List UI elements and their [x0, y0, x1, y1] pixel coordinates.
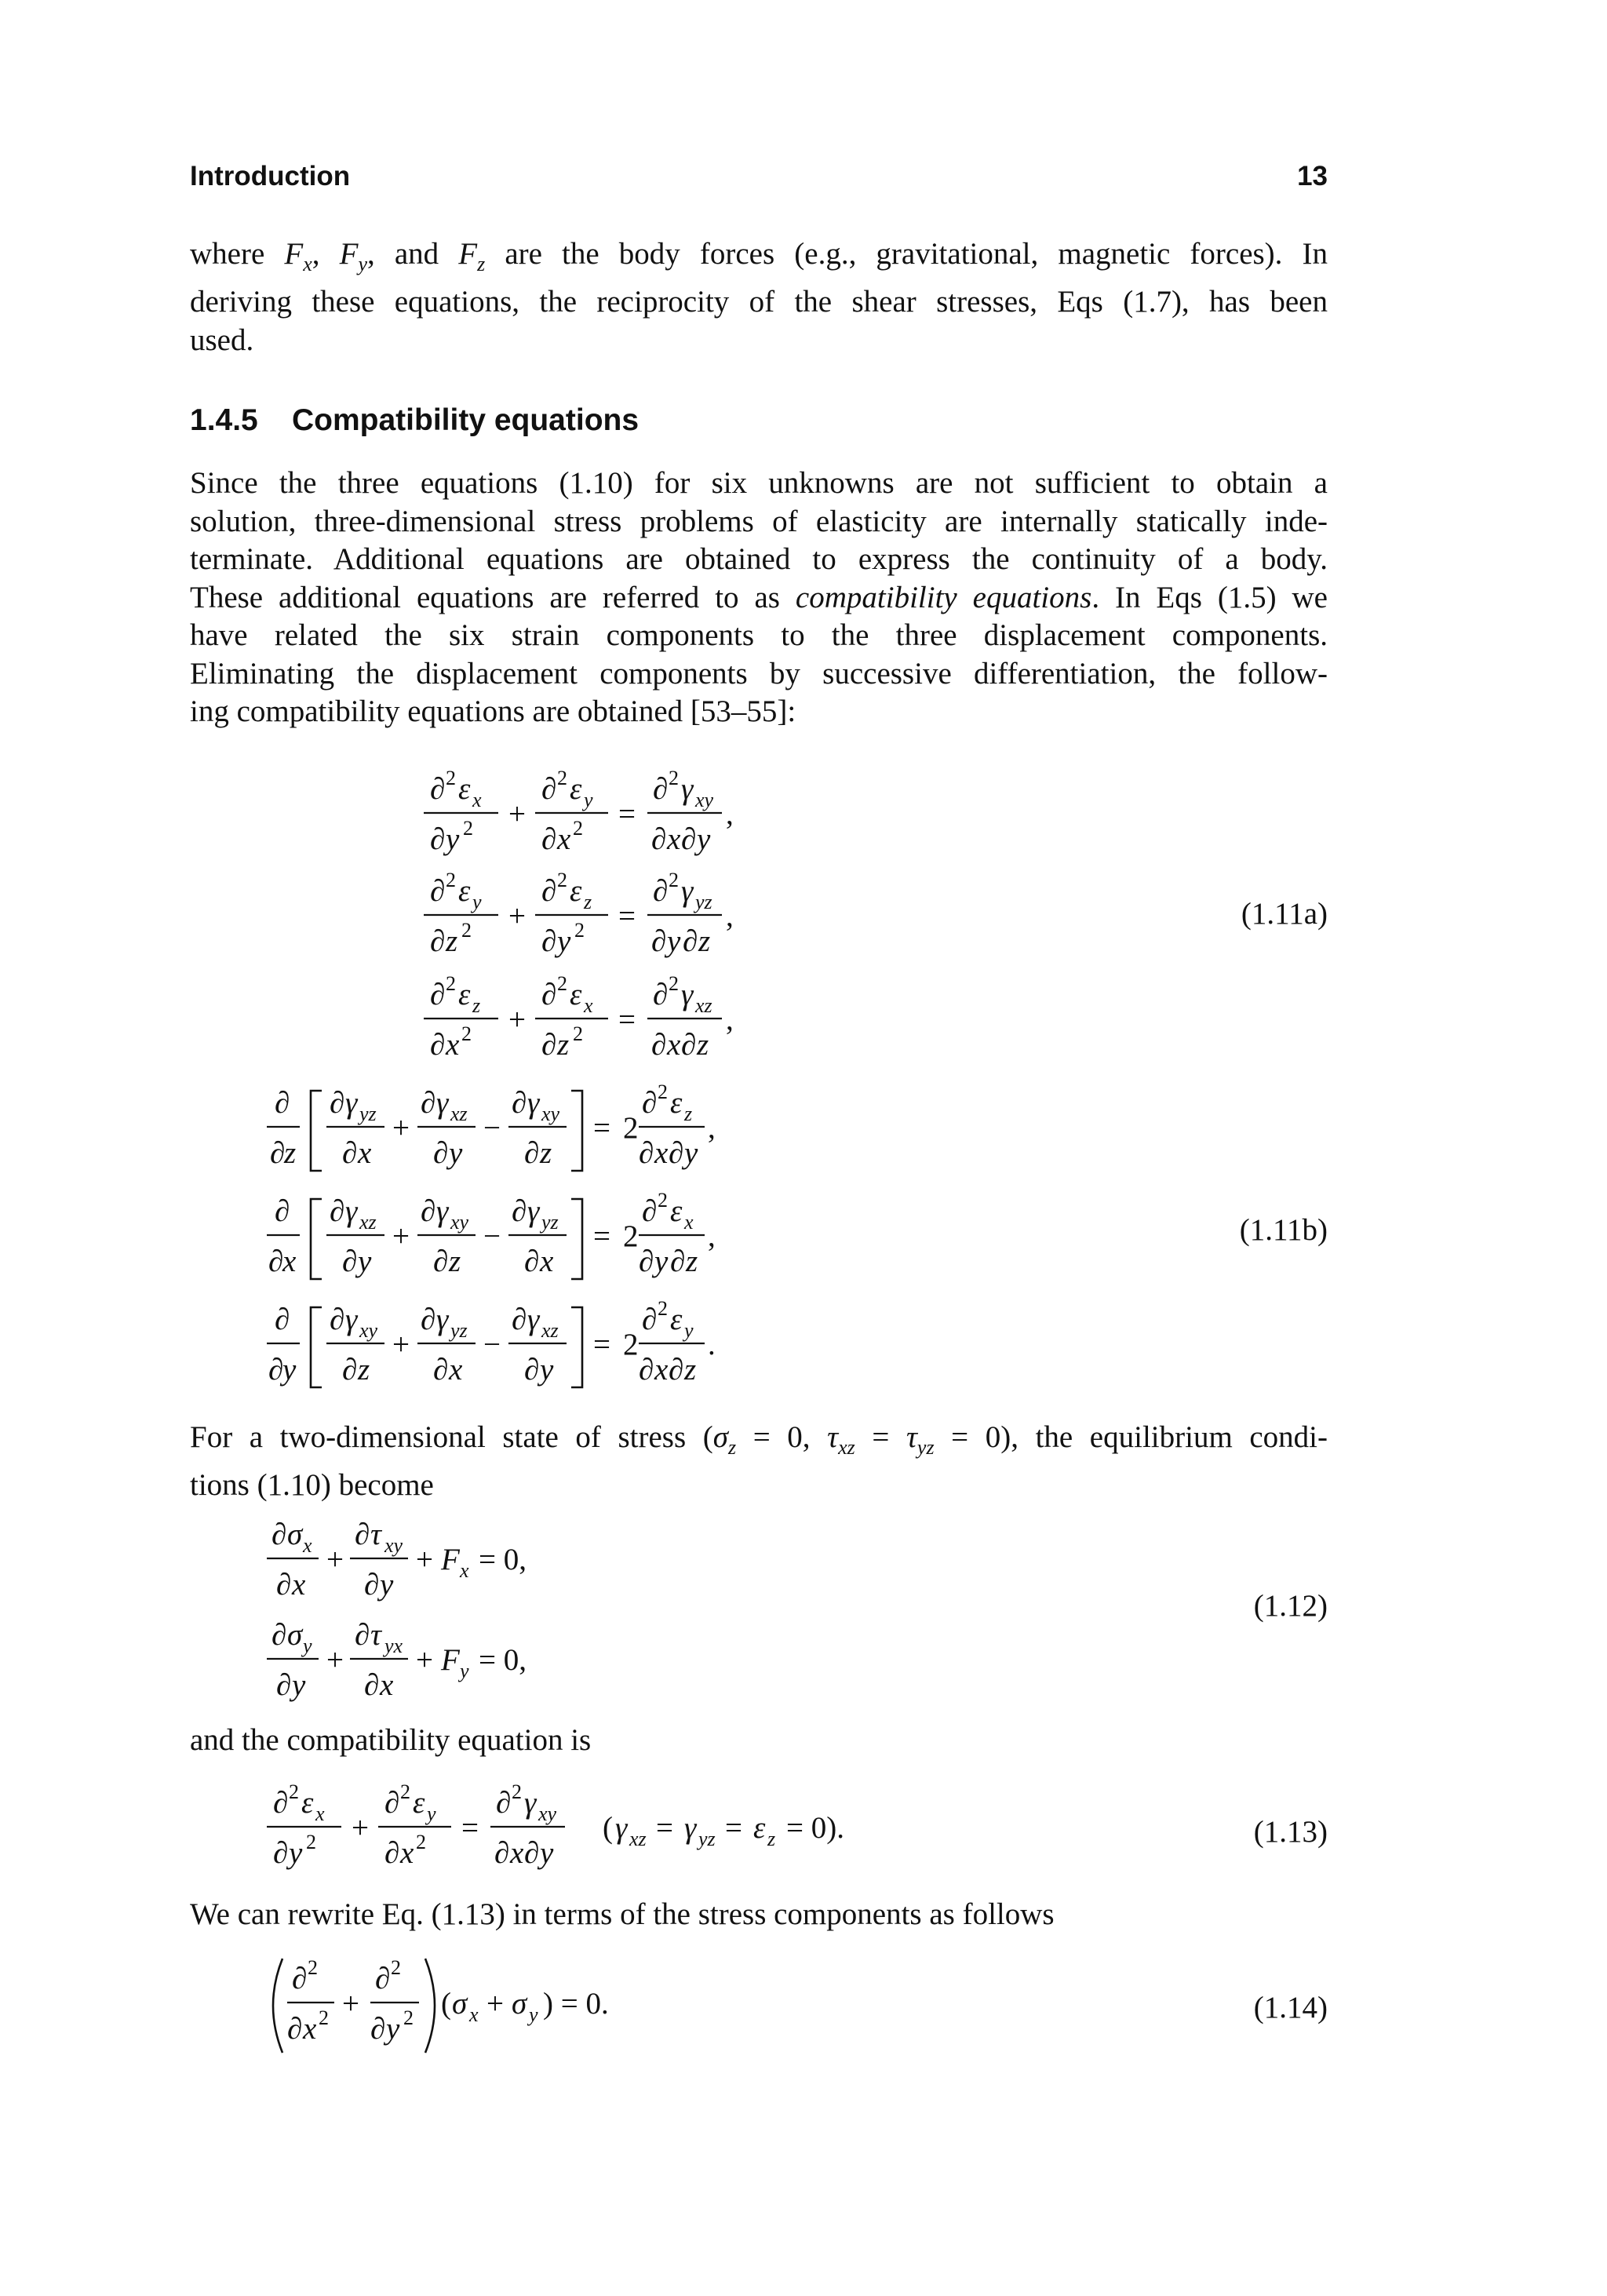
svg-text:2: 2 [623, 1219, 639, 1253]
svg-text:γ: γ [681, 874, 694, 908]
svg-text:=: = [618, 899, 636, 933]
svg-text:∂: ∂ [651, 924, 667, 958]
equation-number: (1.12) [1253, 1589, 1328, 1623]
svg-text:∂: ∂ [430, 772, 446, 806]
svg-text:x: x [358, 1136, 372, 1170]
svg-text:2: 2 [623, 1111, 639, 1145]
svg-text:∂: ∂ [541, 874, 557, 908]
equation-1-11a-graphic [0, 761, 1607, 1067]
svg-text:y: y [584, 789, 593, 811]
svg-text:∂: ∂ [275, 1194, 290, 1228]
svg-text:y: y [449, 1136, 463, 1170]
svg-text:∂: ∂ [430, 924, 446, 958]
svg-text:∂: ∂ [541, 978, 557, 1011]
svg-text:2: 2 [573, 817, 583, 840]
svg-text:∂: ∂ [642, 1086, 658, 1120]
svg-text:+: + [508, 1003, 526, 1037]
svg-text:2: 2 [306, 1831, 316, 1853]
svg-text:∂: ∂ [355, 1618, 370, 1652]
page-number: 13 [1297, 161, 1328, 191]
svg-text:∂: ∂ [639, 1136, 654, 1170]
svg-text:=: = [593, 1111, 610, 1145]
svg-text:γ: γ [615, 1811, 628, 1845]
svg-text:y: y [654, 1245, 669, 1278]
svg-text:+: + [392, 1219, 410, 1253]
text-fragment: . In Eqs (1.5) we [1091, 580, 1328, 614]
svg-text:2: 2 [400, 1780, 410, 1803]
svg-text:∂: ∂ [683, 924, 698, 958]
svg-text:+: + [352, 1811, 369, 1845]
svg-text:∂: ∂ [273, 1836, 289, 1870]
svg-text:∂: ∂ [430, 822, 446, 856]
svg-text:∂: ∂ [355, 1518, 370, 1551]
svg-text:x: x [315, 1802, 325, 1825]
svg-text:σ: σ [287, 1518, 303, 1551]
svg-text:xz: xz [450, 1102, 468, 1125]
svg-text:xz: xz [695, 994, 712, 1017]
svg-text:+: + [326, 1643, 344, 1677]
svg-text:2: 2 [557, 767, 567, 789]
svg-text:+: + [416, 1643, 433, 1677]
svg-text:= 0,: = 0, [479, 1543, 527, 1576]
svg-text:σ: σ [452, 1987, 468, 2021]
text-line: deriving these equations, the reciprocity of the shear stresses, Eqs (1.7), has been [190, 285, 1328, 319]
svg-text:+: + [342, 1987, 359, 2021]
svg-text:∂: ∂ [384, 1786, 400, 1820]
svg-text:x: x [510, 1836, 524, 1870]
svg-text:∂: ∂ [433, 1353, 449, 1387]
svg-text:x: x [654, 1136, 669, 1170]
svg-text:+: + [416, 1543, 433, 1576]
svg-text:γ: γ [527, 1194, 540, 1228]
svg-text:y: y [427, 1802, 436, 1825]
svg-text:∂: ∂ [276, 1568, 292, 1602]
svg-text:xy: xy [541, 1102, 560, 1125]
svg-text:2: 2 [446, 869, 456, 891]
text-line: where $F_x$, $F_y$, and $F_z$ are the body forces (e.g., gravitational, magnetic forces). In [190, 237, 1328, 275]
section-title: Compatibility equations [292, 403, 640, 437]
svg-text:∂: ∂ [653, 978, 669, 1011]
svg-text:+: + [326, 1543, 344, 1576]
svg-text:∂: ∂ [430, 978, 446, 1011]
equation-number: (1.11b) [1239, 1213, 1328, 1247]
svg-text:x: x [400, 1836, 414, 1870]
svg-text:∂: ∂ [370, 2012, 386, 2046]
svg-text:(: ( [441, 1987, 451, 2021]
svg-text:−: − [483, 1328, 501, 1361]
svg-text:z: z [358, 1353, 370, 1387]
svg-text:x: x [460, 1559, 469, 1582]
svg-text:2: 2 [446, 972, 456, 995]
svg-text:2: 2 [573, 1022, 583, 1045]
svg-text:∂: ∂ [268, 1245, 284, 1278]
svg-text:∂: ∂ [271, 1518, 287, 1551]
svg-text:∂: ∂ [670, 1245, 686, 1278]
svg-text:ε: ε [570, 874, 582, 908]
svg-text:∂: ∂ [292, 1962, 308, 1995]
running-head [190, 161, 1328, 200]
svg-text:2: 2 [669, 972, 679, 995]
svg-text:) = 0.: ) = 0. [543, 1987, 609, 2021]
svg-text:∂: ∂ [653, 772, 669, 806]
equation-1-13-graphic [0, 1775, 1607, 1885]
svg-text:y: y [303, 1635, 312, 1657]
svg-text:2: 2 [658, 1297, 668, 1320]
svg-text:ε: ε [753, 1811, 766, 1845]
svg-text:xy: xy [359, 1319, 378, 1342]
svg-text:xz: xz [359, 1211, 377, 1234]
svg-text:y: y [667, 924, 681, 958]
svg-text:y: y [460, 1660, 469, 1682]
text-line: ing compatibility equations are obtained [53–55]: [190, 694, 796, 728]
svg-text:∂: ∂ [669, 1353, 684, 1387]
paragraph-two-dimensional [190, 1419, 1328, 1505]
svg-text:∂: ∂ [651, 822, 667, 856]
svg-text:2: 2 [416, 1831, 426, 1853]
svg-text:∂: ∂ [524, 1353, 540, 1387]
svg-text:∂: ∂ [642, 1303, 658, 1336]
svg-text:∂: ∂ [275, 1303, 290, 1336]
svg-text:= 0).: = 0). [786, 1811, 844, 1845]
svg-text:∂: ∂ [512, 1086, 527, 1120]
section-number: 1.4.5 [190, 403, 258, 437]
svg-text:z: z [584, 891, 592, 913]
svg-text:xy: xy [450, 1211, 469, 1234]
emphasis-term: compatibility equations [795, 580, 1092, 614]
svg-text:∂: ∂ [433, 1136, 449, 1170]
equation-1-11a [0, 761, 1607, 1067]
svg-text:z: z [767, 1828, 776, 1850]
svg-text:ε: ε [458, 978, 471, 1011]
svg-text:2: 2 [669, 767, 679, 789]
svg-text:z: z [449, 1245, 461, 1278]
svg-text:y: y [540, 1836, 554, 1870]
svg-text:y: y [358, 1245, 372, 1278]
svg-text:z: z [684, 1353, 697, 1387]
text-line: For a two-dimensional state of stress ($\sigma_z = 0$, $\tau_{xz} = \tau_{yz} = 0$), the equilibrium condi- [190, 1420, 1328, 1459]
svg-text:2: 2 [403, 2006, 414, 2029]
svg-text:x: x [282, 1245, 297, 1278]
svg-text:∂: ∂ [330, 1194, 345, 1228]
svg-text:x: x [540, 1245, 554, 1278]
svg-text:y: y [684, 1136, 698, 1170]
svg-text:∂: ∂ [524, 1836, 540, 1870]
svg-text:F: F [441, 1543, 460, 1576]
equation-1-14 [0, 1951, 1607, 2068]
svg-text:∂: ∂ [342, 1353, 358, 1387]
svg-text:yz: yz [450, 1319, 468, 1342]
text-line: solution, three-dimensional stress problems of elasticity are internally statically inde- [190, 504, 1328, 538]
svg-text:=: = [618, 1003, 636, 1037]
svg-text:∂: ∂ [270, 1136, 286, 1170]
svg-text:γ: γ [681, 978, 694, 1011]
svg-text:γ: γ [524, 1786, 537, 1820]
svg-text:x: x [446, 1028, 460, 1062]
svg-text:∂: ∂ [430, 874, 446, 908]
svg-text:=: = [618, 797, 636, 831]
svg-text:∂: ∂ [541, 924, 557, 958]
svg-text:∂: ∂ [512, 1194, 527, 1228]
svg-text:2: 2 [574, 919, 585, 942]
svg-text:2: 2 [463, 817, 473, 840]
svg-text:z: z [686, 1245, 698, 1278]
svg-text:γ: γ [345, 1194, 358, 1228]
svg-text:,: , [726, 899, 734, 933]
text-line: and the compatibility equation is [190, 1723, 592, 1757]
svg-text:∂: ∂ [342, 1245, 358, 1278]
svg-text:∂: ∂ [541, 822, 557, 856]
svg-text:∂: ∂ [524, 1245, 540, 1278]
svg-text:γ: γ [527, 1303, 540, 1336]
svg-text:2: 2 [669, 869, 679, 891]
svg-text:2: 2 [557, 972, 567, 995]
svg-text:x: x [449, 1353, 463, 1387]
svg-text:γ: γ [436, 1194, 449, 1228]
svg-text:yz: yz [698, 1828, 716, 1850]
svg-text:xy: xy [384, 1534, 403, 1557]
svg-text:+: + [486, 1987, 504, 2021]
svg-text:∂: ∂ [421, 1194, 436, 1228]
text-line: We can rewrite Eq. (1.13) in terms of the stress components as follows [190, 1897, 1055, 1931]
svg-text:x: x [380, 1668, 394, 1702]
svg-text:∂: ∂ [651, 1028, 667, 1062]
svg-text:∂: ∂ [524, 1136, 540, 1170]
svg-text:,: , [708, 1219, 716, 1253]
svg-text:y: y [282, 1353, 297, 1387]
svg-text:2: 2 [557, 869, 567, 891]
svg-text:z: z [446, 924, 458, 958]
svg-text:x: x [557, 822, 571, 856]
svg-text:x: x [667, 1028, 681, 1062]
svg-text:τ: τ [370, 1618, 381, 1652]
svg-text:ε: ε [458, 772, 471, 806]
text-line: have related the six strain components to the three displacement components. [190, 618, 1328, 652]
svg-text:γ: γ [345, 1303, 358, 1336]
equation-1-11b [0, 1075, 1607, 1389]
svg-text:∂: ∂ [287, 2012, 303, 2046]
svg-text:yx: yx [384, 1635, 403, 1657]
svg-text:ε: ε [458, 874, 471, 908]
svg-text:∂: ∂ [494, 1836, 510, 1870]
svg-text:∂: ∂ [421, 1086, 436, 1120]
svg-text:∂: ∂ [364, 1568, 380, 1602]
svg-text:y: y [446, 822, 460, 856]
svg-text:2: 2 [446, 767, 456, 789]
text-line: Since the three equations (1.10) for six unknowns are not sufficient to obtain a [190, 466, 1328, 500]
svg-text:ε: ε [670, 1194, 683, 1228]
equation-1-12 [0, 1507, 1607, 1711]
equation-1-12-graphic [0, 1507, 1607, 1711]
svg-text:∂: ∂ [512, 1303, 527, 1336]
svg-text:∂: ∂ [541, 772, 557, 806]
svg-text:= 0,: = 0, [479, 1643, 527, 1677]
svg-text:σ: σ [512, 1987, 527, 2021]
svg-text:x: x [303, 1534, 312, 1557]
svg-text:γ: γ [684, 1811, 697, 1845]
svg-text:=: = [593, 1219, 610, 1253]
svg-text:∂: ∂ [430, 1028, 446, 1062]
svg-text:y: y [684, 1319, 694, 1342]
svg-text:=: = [461, 1811, 479, 1845]
svg-text:∂: ∂ [375, 1962, 391, 1995]
running-head-title: Introduction [190, 161, 351, 191]
svg-text:2: 2 [391, 1956, 401, 1979]
equation-number: (1.11a) [1241, 897, 1328, 931]
svg-text:∂: ∂ [275, 1086, 290, 1120]
svg-text:xz: xz [541, 1319, 559, 1342]
svg-text:−: − [483, 1219, 501, 1253]
svg-text:∂: ∂ [421, 1303, 436, 1336]
svg-text:x: x [584, 994, 593, 1017]
text-line: tions (1.10) become [190, 1468, 434, 1503]
text-line: Eliminating the displacement components by successive differentiation, the follow- [190, 656, 1328, 691]
svg-text:∂: ∂ [271, 1618, 287, 1652]
svg-text:∂: ∂ [268, 1353, 284, 1387]
equation-1-11b-graphic [0, 1075, 1607, 1389]
svg-text:+: + [508, 899, 526, 933]
svg-text:x: x [472, 789, 482, 811]
svg-text:y: y [292, 1668, 306, 1702]
svg-text:2: 2 [308, 1956, 318, 1979]
equation-1-13 [0, 1775, 1607, 1885]
svg-text:y: y [380, 1568, 394, 1602]
svg-text:+: + [392, 1111, 410, 1145]
equation-1-14-graphic [0, 1951, 1607, 2068]
svg-text:∂: ∂ [639, 1353, 654, 1387]
svg-text:z: z [684, 1102, 693, 1125]
equation-number: (1.14) [1253, 1991, 1328, 2024]
svg-text:∂: ∂ [681, 1028, 697, 1062]
text-line: terminate. Additional equations are obtained to express the continuity of a body. [190, 542, 1328, 576]
svg-text:+: + [392, 1328, 410, 1361]
svg-text:2: 2 [461, 919, 472, 942]
svg-text:x: x [667, 822, 681, 856]
svg-text:∂: ∂ [342, 1136, 358, 1170]
svg-text:yz: yz [541, 1211, 559, 1234]
svg-text:yz: yz [695, 891, 712, 913]
svg-text:σ: σ [287, 1618, 303, 1652]
svg-text:z: z [698, 924, 711, 958]
svg-text:ε: ε [670, 1303, 683, 1336]
svg-text:2: 2 [512, 1780, 522, 1803]
svg-text:γ: γ [527, 1086, 540, 1120]
svg-text:z: z [472, 994, 481, 1017]
svg-text:2: 2 [658, 1081, 668, 1103]
svg-text:z: z [697, 1028, 709, 1062]
svg-text:x: x [292, 1568, 306, 1602]
paragraph-compatibility-equation [190, 1722, 1328, 1760]
section-heading [190, 403, 639, 438]
svg-text:(: ( [603, 1811, 613, 1845]
svg-text:∂: ∂ [642, 1194, 658, 1228]
svg-text:∂: ∂ [681, 822, 697, 856]
svg-text:y: y [529, 2003, 538, 2026]
svg-text:=: = [656, 1811, 673, 1845]
svg-text:=: = [593, 1328, 610, 1361]
svg-text:∂: ∂ [433, 1245, 449, 1278]
svg-text:x: x [684, 1211, 694, 1234]
equation-number: (1.13) [1253, 1815, 1328, 1849]
svg-text:∂: ∂ [273, 1786, 289, 1820]
svg-text:z: z [540, 1136, 552, 1170]
svg-text:2: 2 [658, 1189, 668, 1212]
svg-text:ε: ε [301, 1786, 314, 1820]
svg-text:2: 2 [319, 2006, 329, 2029]
svg-text:x: x [303, 2012, 317, 2046]
svg-text:,: , [708, 1111, 716, 1145]
paragraph-stress-components [190, 1896, 1328, 1934]
svg-text:γ: γ [436, 1303, 449, 1336]
svg-text:F: F [441, 1643, 460, 1677]
svg-text:γ: γ [436, 1086, 449, 1120]
text-line: used. [190, 323, 254, 357]
svg-text:xy: xy [695, 789, 714, 811]
svg-text:ε: ε [570, 978, 582, 1011]
svg-text:y: y [557, 924, 571, 958]
svg-text:2: 2 [289, 1780, 299, 1803]
svg-text:+: + [508, 797, 526, 831]
svg-text:ε: ε [670, 1086, 683, 1120]
svg-text:z: z [284, 1136, 297, 1170]
svg-text:y: y [472, 891, 482, 913]
svg-text:∂: ∂ [496, 1786, 512, 1820]
svg-text:=: = [725, 1811, 742, 1845]
svg-text:yz: yz [359, 1102, 377, 1125]
svg-text:xy: xy [538, 1802, 557, 1825]
svg-text:y: y [697, 822, 711, 856]
svg-text:γ: γ [345, 1086, 358, 1120]
text-fragment: These additional equations are referred to as [190, 580, 780, 614]
svg-text:∂: ∂ [276, 1668, 292, 1702]
svg-text:ε: ε [570, 772, 582, 806]
svg-text:2: 2 [623, 1328, 639, 1361]
svg-text:∂: ∂ [639, 1245, 654, 1278]
svg-text:y: y [540, 1353, 554, 1387]
svg-text:∂: ∂ [384, 1836, 400, 1870]
svg-text:,: , [726, 1003, 734, 1037]
svg-text:y: y [289, 1836, 303, 1870]
svg-text:∂: ∂ [330, 1086, 345, 1120]
svg-text:x: x [469, 2003, 479, 2026]
svg-text:∂: ∂ [364, 1668, 380, 1702]
svg-text:y: y [386, 2012, 400, 2046]
svg-text:∂: ∂ [653, 874, 669, 908]
svg-text:2: 2 [461, 1022, 472, 1045]
svg-text:∂: ∂ [330, 1303, 345, 1336]
text-line [190, 579, 1328, 618]
svg-text:−: − [483, 1111, 501, 1145]
svg-text:x: x [654, 1353, 669, 1387]
svg-text:∂: ∂ [669, 1136, 684, 1170]
svg-text:τ: τ [370, 1518, 381, 1551]
svg-text:∂: ∂ [541, 1028, 557, 1062]
svg-text:,: , [726, 797, 734, 831]
svg-text:.: . [708, 1328, 716, 1361]
paragraph-compatibility [190, 465, 1328, 731]
svg-text:xz: xz [629, 1828, 647, 1850]
svg-text:ε: ε [413, 1786, 425, 1820]
svg-text:z: z [557, 1028, 570, 1062]
svg-text:γ: γ [681, 772, 694, 806]
paragraph-body-forces [190, 235, 1328, 359]
